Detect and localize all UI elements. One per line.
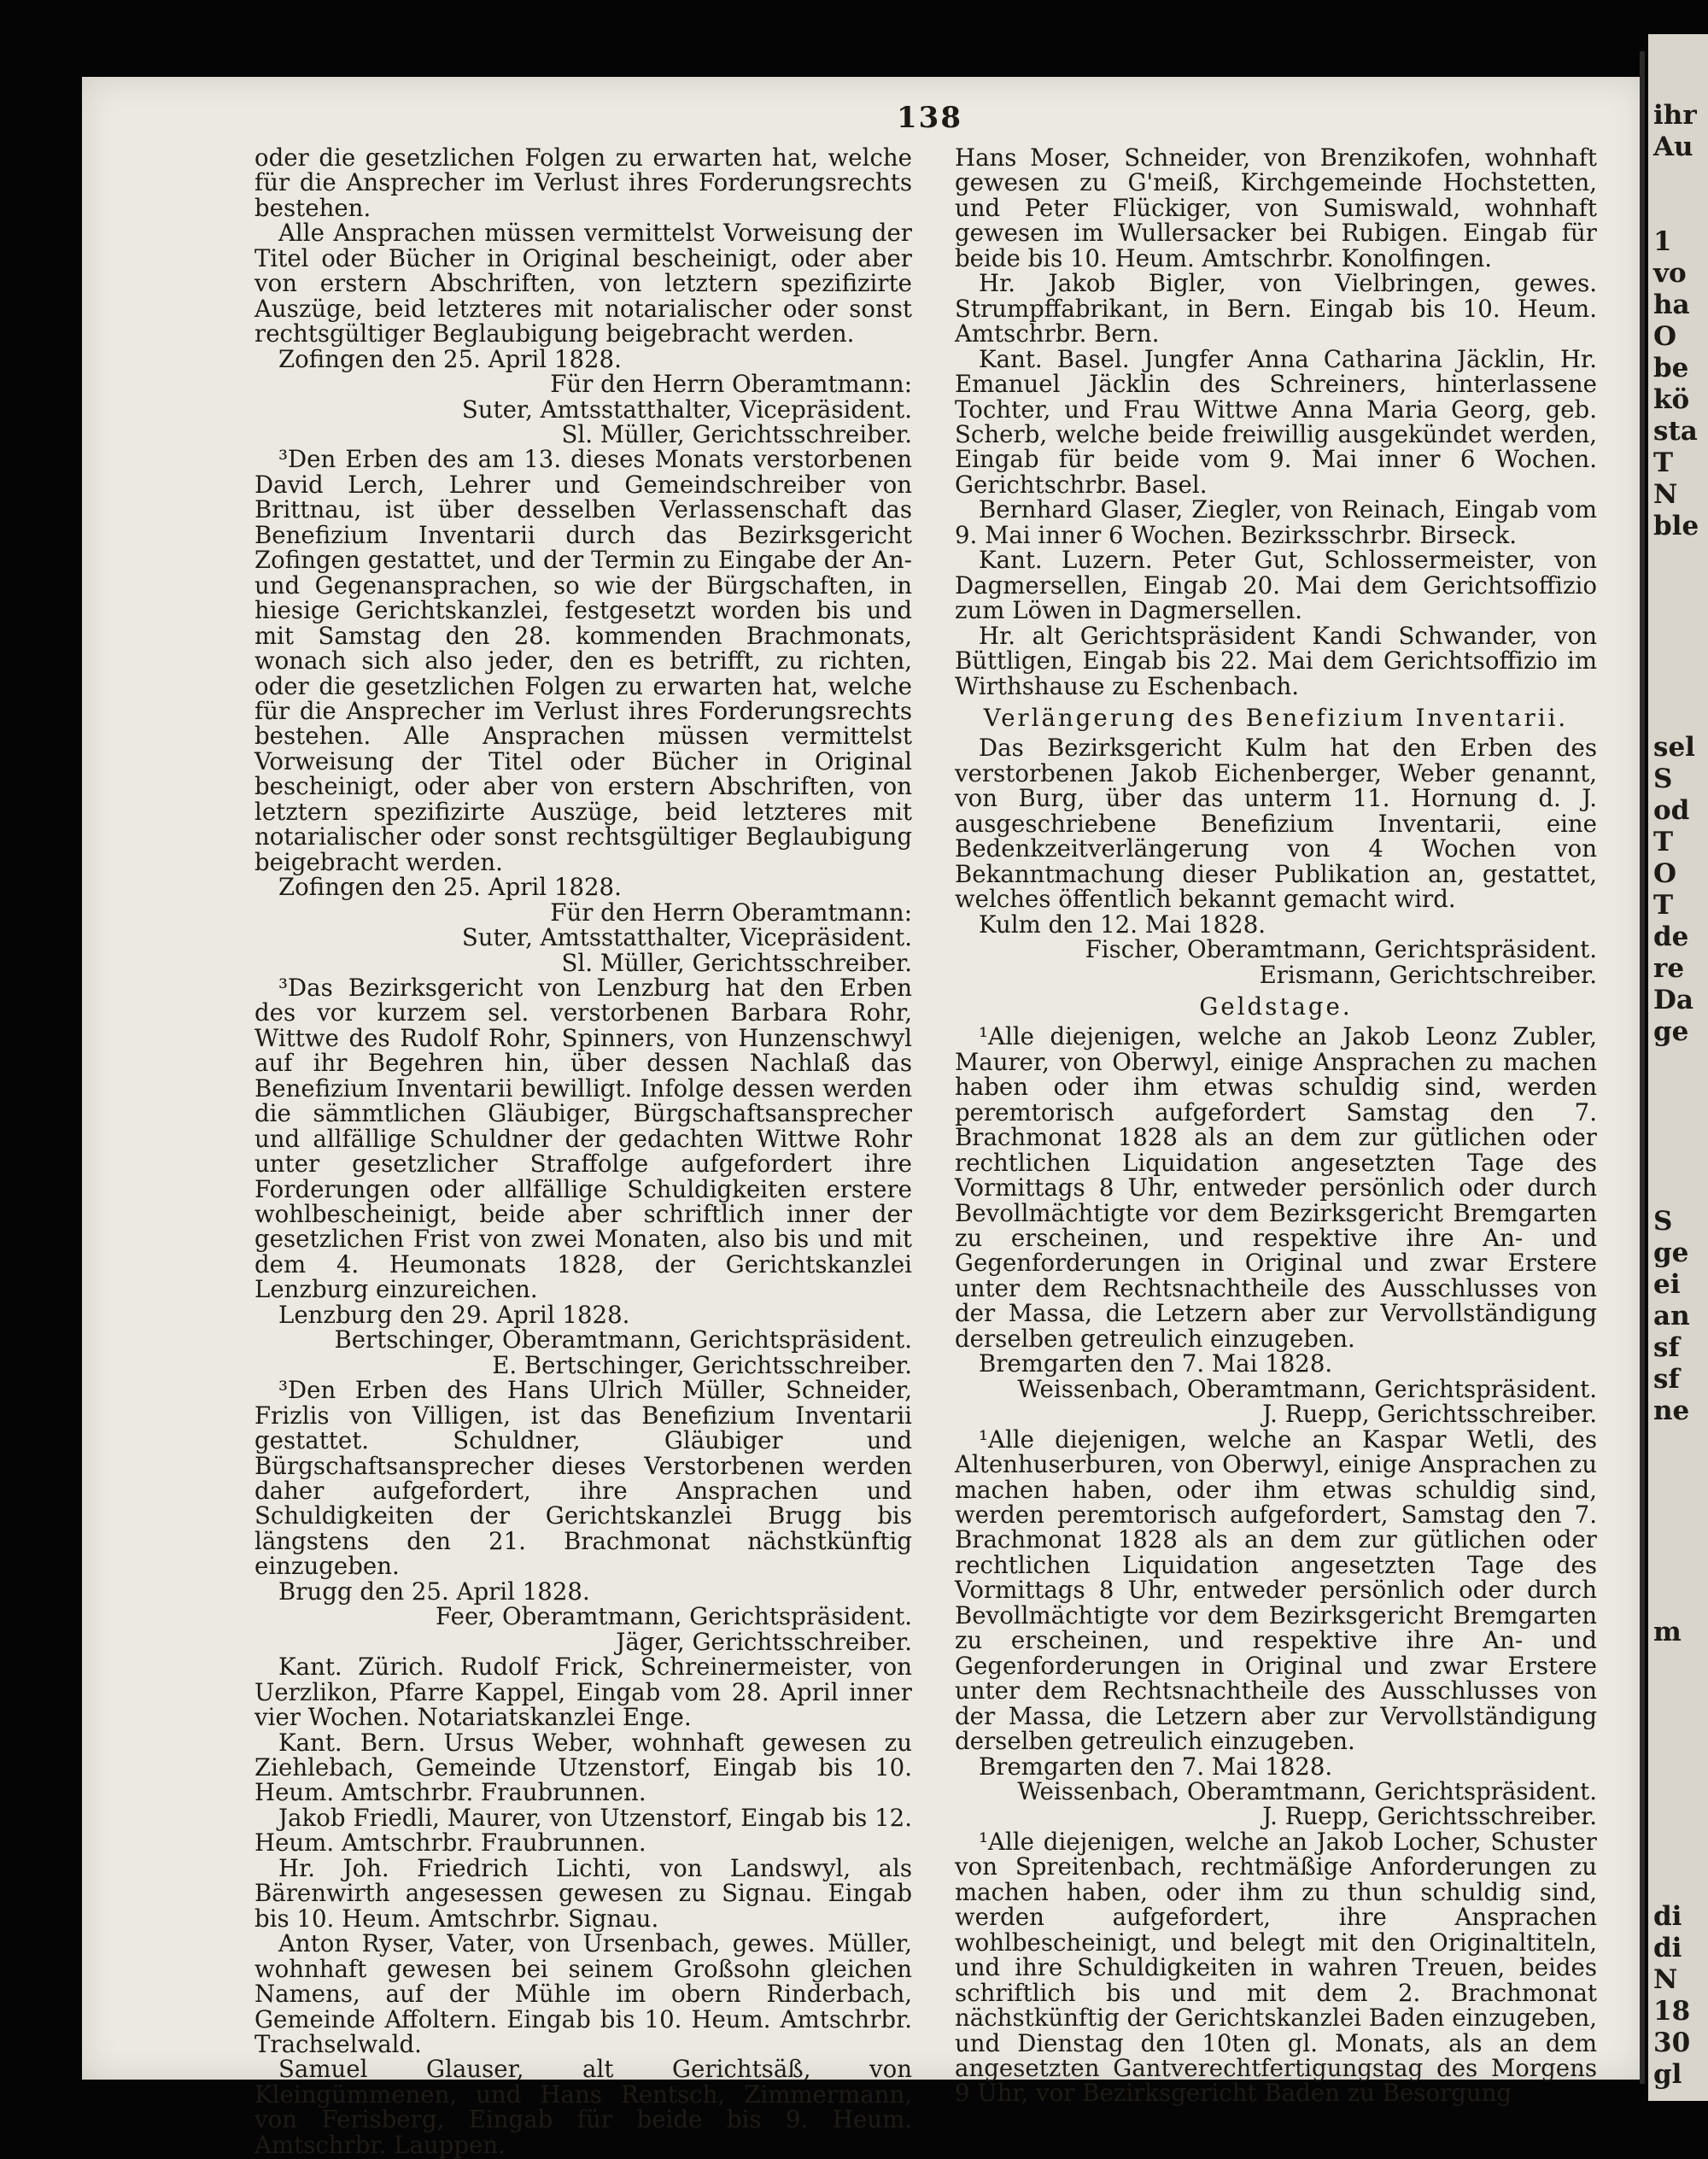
- strip-fragment: N: [1653, 479, 1678, 510]
- signature-line: Suter, Amtsstatthalter, Vicepräsident.: [461, 923, 912, 952]
- strip-fragment: T: [1653, 890, 1674, 921]
- book-spine: [1640, 51, 1645, 2084]
- strip-fragment: ble: [1653, 511, 1699, 541]
- strip-fragment: ha: [1653, 290, 1690, 320]
- signature-line: Erismann, Gerichtschreiber.: [1259, 960, 1597, 989]
- strip-fragment: di: [1653, 1933, 1682, 1963]
- notice-paragraph: Das Bezirksgericht Kulm hat den Erben des verstorbenen Jakob Eichenberger, Weber genannt, von Burg, über das unterm 11. Hornung d. J. ausgeschriebene Benefizium Inventarii, eine Bedenkzeitverlängerung von 4 Wochen von Bekanntmachung dieser Publikation an, gestattet, welches öffentlich bekannt gemacht wird.: [955, 734, 1597, 914]
- signature-line: Für den Herrn Oberamtmann:: [550, 898, 912, 927]
- notice-paragraph: ¹Alle diejenigen, welche an Kaspar Wetli, des Altenhuserburen, von Oberwyl, einige Ansprachen zu machen haben, oder ihm etwas schuldig sind, werden peremtorisch aufgefordert, Samstag den 7. Brachmonat 1828 als an dem zur gütlichen oder rechtlichen Liquidation angesetzten Tage des Vormittags 8 Uhr, entweder persönlich oder durch Bevollmächtigte vor dem Bezirksgericht Bremgarten zu erscheinen, und respektive ihre An- und Gegenforderungen in Original und zwar Erstere unter dem Rechtsnachtheile des Ausschlusses von der Massa, die Letzern aber zur Vervollständigung derselben getreulich einzugeben.: [955, 1425, 1597, 1756]
- strip-fragment: ge: [1653, 1237, 1689, 1268]
- strip-fragment: 30: [1653, 2027, 1691, 2058]
- right-column: [955, 145, 1597, 2106]
- notice-paragraph: Bremgarten den 7. Mai 1828.: [979, 1752, 1333, 1781]
- signature-line: Fischer, Oberamtmann, Gerichtspräsident.: [1085, 935, 1597, 964]
- signature-line: Für den Herrn Oberamtmann:: [550, 370, 912, 399]
- strip-fragment: N: [1653, 1964, 1678, 1995]
- strip-fragment: vo: [1653, 258, 1687, 289]
- strip-fragment: kö: [1653, 384, 1690, 415]
- signature-line: Weissenbach, Oberamtmann, Gerichtspräsident.: [1017, 1374, 1597, 1403]
- notice-paragraph: Zofingen den 25. April 1828.: [278, 344, 622, 373]
- strip-fragment: Au: [1653, 132, 1693, 162]
- strip-fragment: an: [1653, 1301, 1690, 1331]
- strip-fragment: Da: [1653, 985, 1693, 1015]
- left-column: [254, 145, 912, 2157]
- strip-fragment: sf: [1653, 1364, 1680, 1395]
- strip-fragment: re: [1653, 953, 1685, 984]
- notice-paragraph: Zofingen den 25. April 1828.: [278, 873, 622, 902]
- notice-paragraph: Kant. Basel. Jungfer Anna Catharina Jäcklin, Hr. Emanuel Jäcklin des Schreiners, hinterlassene Tochter, und Frau Wittwe Anna Maria Georg, geb. Scherb, welche beide freiwillig ausgekündet werden, Eingab für beide vom 9. Mai inner 6 Wochen. Gerichtschrbr. Basel.: [955, 344, 1597, 499]
- strip-fragment: S: [1653, 764, 1673, 794]
- notice-paragraph: Samuel Glauser, alt Gerichtsäß, von Kleingümmenen, und Hans Rentsch, Zimmermann, von Ferisberg, Eingab für beide bis 9. Heum. Amtschrbr. Lauppen.: [254, 2055, 912, 2159]
- strip-fragment: sf: [1653, 1332, 1680, 1363]
- strip-fragment: O: [1653, 858, 1677, 889]
- notice-paragraph: Jakob Friedli, Maurer, von Utzenstorf, Eingab bis 12. Heum. Amtschrbr. Fraubrunnen.: [254, 1803, 912, 1858]
- strip-fragment: O: [1653, 321, 1677, 352]
- signature-line: J. Ruepp, Gerichtsschreiber.: [1262, 1802, 1597, 1831]
- strip-fragment: sta: [1653, 416, 1698, 447]
- strip-fragment: 1: [1653, 226, 1672, 257]
- notice-paragraph: Brugg den 25. April 1828.: [278, 1577, 590, 1606]
- next-page-strip: [1648, 34, 1708, 2101]
- notice-paragraph: ¹Alle diejenigen, welche an Jakob Locher, Schuster von Spreitenbach, rechtmäßige Anforderungen zu machen haben, oder ihm zu thun schuldig sind, werden aufgefordert, ihre Ansprachen wohlbescheinigt, und belegt mit den Originaltiteln, und ihre Schuldigkeiten in wahren Treuen, beides schriftlich bis und mit dem 2. Brachmonat nächstkünftig der Gerichtskanzlei Baden einzugeben, und Dienstag den 10ten gl. Monats, als an dem angesetzten Gantverechtfertigungstag des Morgens 9 Uhr, vor Bezirksgericht Baden zu Besorgung: [955, 1827, 1597, 2108]
- notice-paragraph: ³Das Bezirksgericht von Lenzburg hat den Erben des vor kurzem sel. verstorbenen Barbara Rohr, Wittwe des Rudolf Rohr, Spinners, von Hunzenschwyl auf ihr Begehren hin, über dessen Nachlaß das Benefizium Inventarii bewilligt. Infolge dessen werden die sämmtlichen Gläubiger, Bürgschaftsansprecher und allfällige Schuldner der gedachten Wittwe Rohr unter gesetzlicher Straffolge aufgefordert ihre Forderungen oder allfällige Schuldigkeiten erstere wohlbescheinigt, beide aber schriftlich inner der gesetzlichen Frist von zwei Monaten, also bis und mit dem 4. Heumonats 1828, der Gerichtskanzlei Lenzburg einzureichen.: [254, 973, 912, 1304]
- strip-fragment: T: [1653, 827, 1674, 857]
- strip-fragment: m: [1653, 1617, 1682, 1647]
- notice-paragraph: Kant. Zürich. Rudolf Frick, Schreinermeister, von Uerzlikon, Pfarre Kappel, Eingab vom 28. April inner vier Wochen. Notariatskanzlei Enge.: [254, 1653, 912, 1732]
- notice-paragraph: Lenzburg den 29. April 1828.: [278, 1300, 630, 1329]
- notice-paragraph: Bernhard Glaser, Ziegler, von Reinach, Eingab vom 9. Mai inner 6 Wochen. Bezirksschrbr. Birseck.: [955, 495, 1597, 549]
- strip-fragment: ei: [1653, 1269, 1681, 1300]
- strip-fragment: de: [1653, 922, 1689, 952]
- strip-fragment: 18: [1653, 1996, 1691, 2027]
- strip-fragment: di: [1653, 1901, 1682, 1932]
- signature-line: Sl. Müller, Gerichtsschreiber.: [561, 419, 912, 448]
- strip-fragment: sel: [1653, 732, 1695, 763]
- notice-paragraph: Kant. Luzern. Peter Gut, Schlossermeister, von Dagmersellen, Eingab 20. Mai dem Gerichtsoffizio zum Löwen in Dagmersellen.: [955, 546, 1597, 625]
- notice-paragraph: ¹Alle diejenigen, welche an Jakob Leonz Zubler, Maurer, von Oberwyl, einige Ansprachen zu machen haben oder ihm etwas schuldig sind, werden peremtorisch aufgefordert Samstag den 7. Brachmonat 1828 als an dem zur gütlichen oder rechtlichen Liquidation angesetzten Tage des Vormittags 8 Uhr, entweder persönlich oder durch Bevollmächtigte vor dem Bezirksgericht Bremgarten zu erscheinen, und respektive ihre An- und Gegenforderungen in Original und zwar Erstere unter dem Rechtsnachtheile des Ausschlusses von der Massa, die Letzern aber zur Vervollständigung derselben getreulich einzugeben.: [955, 1022, 1597, 1353]
- strip-fragment: ihr: [1653, 100, 1697, 131]
- signature-line: Bertschinger, Oberamtmann, Gerichtspräsident.: [334, 1325, 912, 1354]
- notice-paragraph: ³Den Erben des Hans Ulrich Müller, Schneider, Frizlis von Villigen, ist das Benefizium Inventarii gestattet. Schuldner, Gläubiger und Bürgschaftsansprecher dieses Verstorbenen werden daher aufgefordert, ihre Ansprachen und Schuldigkeiten der Gerichtskanzlei Brugg bis längstens den 21. Brachmonat nächstkünftig einzugeben.: [254, 1376, 912, 1581]
- notice-paragraph: Bremgarten den 7. Mai 1828.: [979, 1349, 1333, 1378]
- notice-paragraph: Anton Ryser, Vater, von Ursenbach, gewes. Müller, wohnhaft gewesen bei seinem Großsohn gleichen Namens, auf der Mühle im obern Rinderbach, Gemeinde Affoltern. Eingab bis 10. Heum. Amtschrbr. Trachselwald.: [254, 1929, 912, 2058]
- notice-paragraph: Kant. Bern. Ursus Weber, wohnhaft gewesen zu Ziehlebach, Gemeinde Utzenstorf, Eingab bis 10. Heum. Amtschrbr. Fraubrunnen.: [254, 1728, 912, 1807]
- notice-paragraph: Alle Ansprachen müssen vermittelst Vorweisung der Titel oder Bücher in Original bescheinigt, oder aber von erstern Abschriften, von letztern spezifizirte Auszüge, beid letzteres mit notarialischer oder sonst rechtsgültiger Beglaubigung beigebracht werden.: [254, 219, 912, 348]
- signature-line: Sl. Müller, Gerichtsschreiber.: [561, 948, 912, 977]
- strip-fragment: T: [1653, 448, 1674, 478]
- signature-line: Suter, Amtsstatthalter, Vicepräsident.: [461, 395, 912, 424]
- strip-fragment: S: [1653, 1206, 1673, 1237]
- signature-line: Feer, Oberamtmann, Gerichtspräsident.: [436, 1602, 912, 1631]
- signature-line: Jäger, Gerichtsschreiber.: [616, 1627, 912, 1656]
- strip-fragment: ne: [1653, 1395, 1690, 1426]
- notice-paragraph: Kulm den 12. Mai 1828.: [979, 910, 1266, 939]
- signature-line: J. Ruepp, Gerichtsschreiber.: [1262, 1400, 1597, 1429]
- section-heading: Verlängerung des Benefizium Inventarii.: [983, 703, 1569, 732]
- signature-line: E. Bertschinger, Gerichtsschreiber.: [492, 1350, 912, 1379]
- notice-paragraph: Hans Moser, Schneider, von Brenzikofen, wohnhaft gewesen zu G'meiß, Kirchgemeinde Hochstetten, und Peter Flückiger, von Sumiswald, wohnhaft gewesen im Wullersacker bei Rubigen. Eingab für beide bis 10. Heum. Amtschrbr. Konolfingen.: [955, 143, 1597, 272]
- notice-paragraph: Hr. Jakob Bigler, von Vielbringen, gewes. Strumpffabrikant, in Bern. Eingab bis 10. Heum. Amtschrbr. Bern.: [955, 269, 1597, 348]
- section-heading: Geldstage.: [1199, 992, 1353, 1021]
- strip-fragment: gl: [1653, 2059, 1682, 2090]
- notice-paragraph: Hr. Joh. Friedrich Lichti, von Landswyl, als Bärenwirth angesessen gewesen zu Signau. Eingab bis 10. Heum. Amtschrbr. Signau.: [254, 1853, 912, 1933]
- strip-fragment: od: [1653, 795, 1690, 826]
- notice-paragraph: ³Den Erben des am 13. dieses Monats verstorbenen David Lerch, Lehrer und Gemeindschreiber von Brittnau, ist über desselben Verlassenschaft das Benefizium Inventarii durch das Bezirksgericht Zofingen gestattet, und der Termin zu Eingabe der An- und Gegenansprachen, so wie der Bürgschaften, in hiesige Gerichtskanzlei, festgesetzt worden bis und mit Samstag den 28. kommenden Brachmonats, wonach sich also jeder, den es betrifft, zu richten, oder die gesetzlichen Folgen zu erwarten hat, welche für die Ansprecher im Verlust ihres Forderungsrechts bestehen. Alle Ansprachen müssen vermittelst Vorweisung der Titel oder Bücher in Original bescheinigt, oder aber von erstern Abschriften, von letztern spezifizirte Auszüge, beid letzteres mit notarialischer oder sonst rechtsgültiger Beglaubigung beigebracht werden.: [254, 445, 912, 876]
- notice-paragraph: oder die gesetzlichen Folgen zu erwarten hat, welche für die Ansprecher im Verlust ihres Forderungsrechts bestehen.: [254, 143, 912, 222]
- strip-fragment: be: [1653, 353, 1689, 383]
- page-number: 138: [897, 101, 962, 135]
- strip-fragment: ge: [1653, 1016, 1689, 1047]
- signature-line: Weissenbach, Oberamtmann, Gerichtspräsident.: [1017, 1777, 1597, 1805]
- notice-paragraph: Hr. alt Gerichtspräsident Kandi Schwander, von Büttligen, Eingab bis 22. Mai dem Gerichtsoffizio im Wirthshause zu Eschenbach.: [955, 621, 1597, 700]
